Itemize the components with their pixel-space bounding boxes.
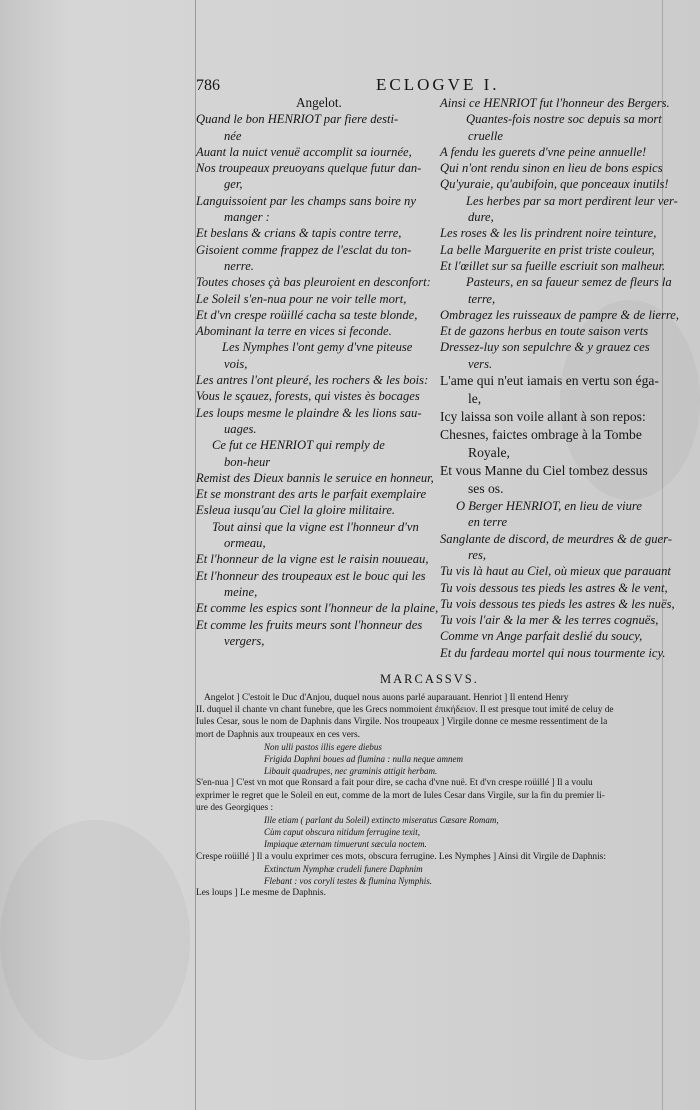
note-line: Ille etiam ( parlant du Soleil) extincto miseratus Cæsare Romam, <box>264 815 499 826</box>
verse-line: Tu vis là haut au Ciel, où mieux que parauant <box>440 564 671 579</box>
verse-line: Esleua iusqu'au Ciel la gloire militaire. <box>196 503 396 518</box>
verse-line: A fendu les guerets d'vne peine annuelle! <box>440 144 647 159</box>
verse-line: cruelle <box>468 128 503 143</box>
verse-line: L'ame qui n'eut iamais en vertu son éga- <box>440 373 659 389</box>
verse-line: Et comme les espics sont l'honneur de la plaine, <box>196 601 439 616</box>
verse-line: nerre. <box>224 258 254 273</box>
note-line: Cùm caput obscura nitidum ferrugine texit, <box>264 827 420 838</box>
note-line: Impiaque æternam timuerunt sæcula noctem. <box>264 839 427 850</box>
verse-line: Pasteurs, en sa faueur semez de fleurs la <box>466 275 672 290</box>
note-line: mort de Daphnis aux troupeaux en ces vers. <box>196 729 361 740</box>
notes-heading: MARCASSVS. <box>380 672 479 686</box>
paper-stain <box>0 820 190 1060</box>
note-line: Les loups ] Le mesme de Daphnis. <box>196 888 326 899</box>
verse-line: Ombragez les ruisseaux de pampre & de lierre, <box>440 307 680 322</box>
verse-line: Et vous Manne du Ciel tombez dessus <box>440 463 648 479</box>
poem-column-right <box>440 95 680 661</box>
note-line: Flebant : vos coryli testes & flumina Nymphis. <box>264 876 432 887</box>
verse-line: Et l'œillet sur sa fueille escriuit son malheur. <box>440 258 666 273</box>
verse-line: Le Soleil s'en-nua pour ne voir telle mort, <box>196 291 407 306</box>
verse-line: Et comme les fruits meurs sont l'honneur des <box>196 617 423 632</box>
note-line: Iules Cesar, sous le nom de Daphnis dans Virgile. Nos troupeaux ] Virgile donne ce mesme ressentiment de la <box>196 717 608 728</box>
verse-line: Vous le sçauez, forests, qui vistes ès bocages <box>196 389 420 404</box>
verse-line: manger : <box>224 210 270 225</box>
verse-line: Quantes-fois nostre soc depuis sa mort <box>466 112 662 127</box>
verse-line: dure, <box>468 210 494 225</box>
verse-line: Icy laissa son voile allant à son repos: <box>440 409 646 425</box>
verse-line: Les Nymphes l'ont gemy d'vne piteuse <box>222 340 413 355</box>
verse-line: terre, <box>468 291 496 306</box>
verse-line: Dressez-luy son sepulchre & y grauez ces <box>440 340 650 355</box>
verse-line: Et beslans & crians & tapis contre terre, <box>196 226 402 241</box>
verse-line: uages. <box>224 421 257 436</box>
note-line: S'en-nua ] C'est vn mot que Ronsard a fait pour dire, se cacha d'vne nuë. Et d'vn crespe roüillé ] Il a voulu <box>196 778 593 789</box>
verse-line: vers. <box>468 356 493 371</box>
verse-line: née <box>224 128 242 143</box>
note-line: Non ulli pastos illis egere diebus <box>264 741 382 752</box>
note-line: Crespe roüillé ] Il a voulu exprimer ces mots, obscura ferrugine. Les Nymphes ] Ainsi dit Virgile de Daphnis: <box>196 851 606 862</box>
verse-line: Tu vois dessous tes pieds les astres & les nuës, <box>440 596 675 611</box>
verse-line: Et se monstrant des arts le parfait exemplaire <box>196 487 427 502</box>
note-line: Extinctum Nymphæ crudeli funere Daphnim <box>264 863 423 874</box>
verse-line: O Berger HENRIOT, en lieu de viure <box>456 499 642 514</box>
verse-line: Ce fut ce HENRIOT qui remply de <box>212 438 385 453</box>
verse-line: le, <box>468 391 482 407</box>
verse-line: Et d'vn crespe roüillé cacha sa teste blonde, <box>196 307 418 322</box>
verse-line: vergers, <box>224 633 265 648</box>
verse-line: ses os. <box>468 481 504 497</box>
verse-line: Remist des Dieux bannis le seruice en honneur, <box>196 470 434 485</box>
verse-line: Qu'yuraie, qu'aubifoin, que ponceaux inutils! <box>440 177 669 192</box>
note-line: exprimer le regret que le Soleil en eut, comme de la mort de Iules Cesar dans Virgile, sur la fin du premier li- <box>196 790 605 801</box>
verse-line: ger, <box>224 177 243 192</box>
verse-line: Comme vn Ange parfait deslié du soucy, <box>440 629 643 644</box>
verse-line: vois, <box>224 356 248 371</box>
verse-line: Angelot. <box>296 95 342 110</box>
note-line: Frigida Daphni boues ad flumina : nulla neque amnem <box>264 754 463 765</box>
verse-line: Gisoient comme frappez de l'esclat du ton- <box>196 242 412 257</box>
verse-line: Ainsi ce HENRIOT fut l'honneur des Bergers. <box>440 96 670 110</box>
verse-line: Languissoient par les champs sans boire ny <box>196 193 416 208</box>
verse-line: Et de gazons herbus en toute saison verts <box>440 324 649 339</box>
verse-line: Les roses & les lis prindrent noire teinture, <box>440 226 657 241</box>
note-line: Libauit quadrupes, nec graminis attigit herbam. <box>264 766 438 777</box>
running-title: ECLOGVE I. <box>376 75 500 94</box>
verse-line: Chesnes, faictes ombrage à la Tombe <box>440 427 642 443</box>
verse-line: en terre <box>468 515 508 530</box>
verse-line: Qui n'ont rendu sinon en lieu de bons espics <box>440 161 663 176</box>
verse-line: res, <box>468 547 487 562</box>
verse-line: Quand le bon HENRIOT par fiere desti- <box>196 112 399 127</box>
verse-line: bon-heur <box>224 454 271 469</box>
note-line: Angelot ] C'estoit le Duc d'Anjou, duquel nous auons parlé auparauant. Henriot ] Il entend Henry <box>204 693 569 703</box>
poem-column-left <box>196 95 439 649</box>
verse-line: Les antres l'ont pleuré, les rochers & les bois: <box>196 373 429 388</box>
verse-line: La belle Marguerite en prist triste couleur, <box>440 242 655 257</box>
verse-line: Auant la nuict venuë accomplit sa iournée, <box>196 144 412 159</box>
verse-line: Tout ainsi que la vigne est l'honneur d'vn <box>212 519 419 534</box>
verse-line: Nos troupeaux preuoyans quelque futur dan- <box>196 161 422 176</box>
verse-line: Tu vois dessous tes pieds les astres & le vent, <box>440 580 668 595</box>
commentary-notes <box>196 692 666 899</box>
verse-line: Sanglante de discord, de meurdres & de guer- <box>440 531 672 546</box>
verse-line: Abominant la terre en vices si feconde. <box>196 324 392 339</box>
page-number: 786 <box>196 77 220 94</box>
verse-line: Et du fardeau mortel qui nous tourmente icy. <box>440 645 666 660</box>
verse-line: Royale, <box>468 445 510 461</box>
verse-line: ormeau, <box>224 536 266 551</box>
verse-line: Toutes choses çà bas pleuroient en desconfort: <box>196 275 431 290</box>
verse-line: Et l'honneur de la vigne est le raisin nouueau, <box>196 552 429 567</box>
verse-line: Tu vois l'air & la mer & les terres cognuës, <box>440 613 659 628</box>
verse-line: Les herbes par sa mort perdirent leur ver- <box>466 193 678 208</box>
note-line: ure des Georgiques : <box>196 802 274 813</box>
verse-line: Les loups mesme le plaindre & les lions sau- <box>196 405 422 420</box>
note-line: II. duquel il chante vn chant funebre, que les Grecs nommoient ἐπικήδειον. Il est presque tout imité de celuy de <box>196 705 614 716</box>
verse-line: meine, <box>224 584 258 599</box>
verse-line: Et l'honneur des troupeaux est le bouc qui les <box>196 568 426 583</box>
